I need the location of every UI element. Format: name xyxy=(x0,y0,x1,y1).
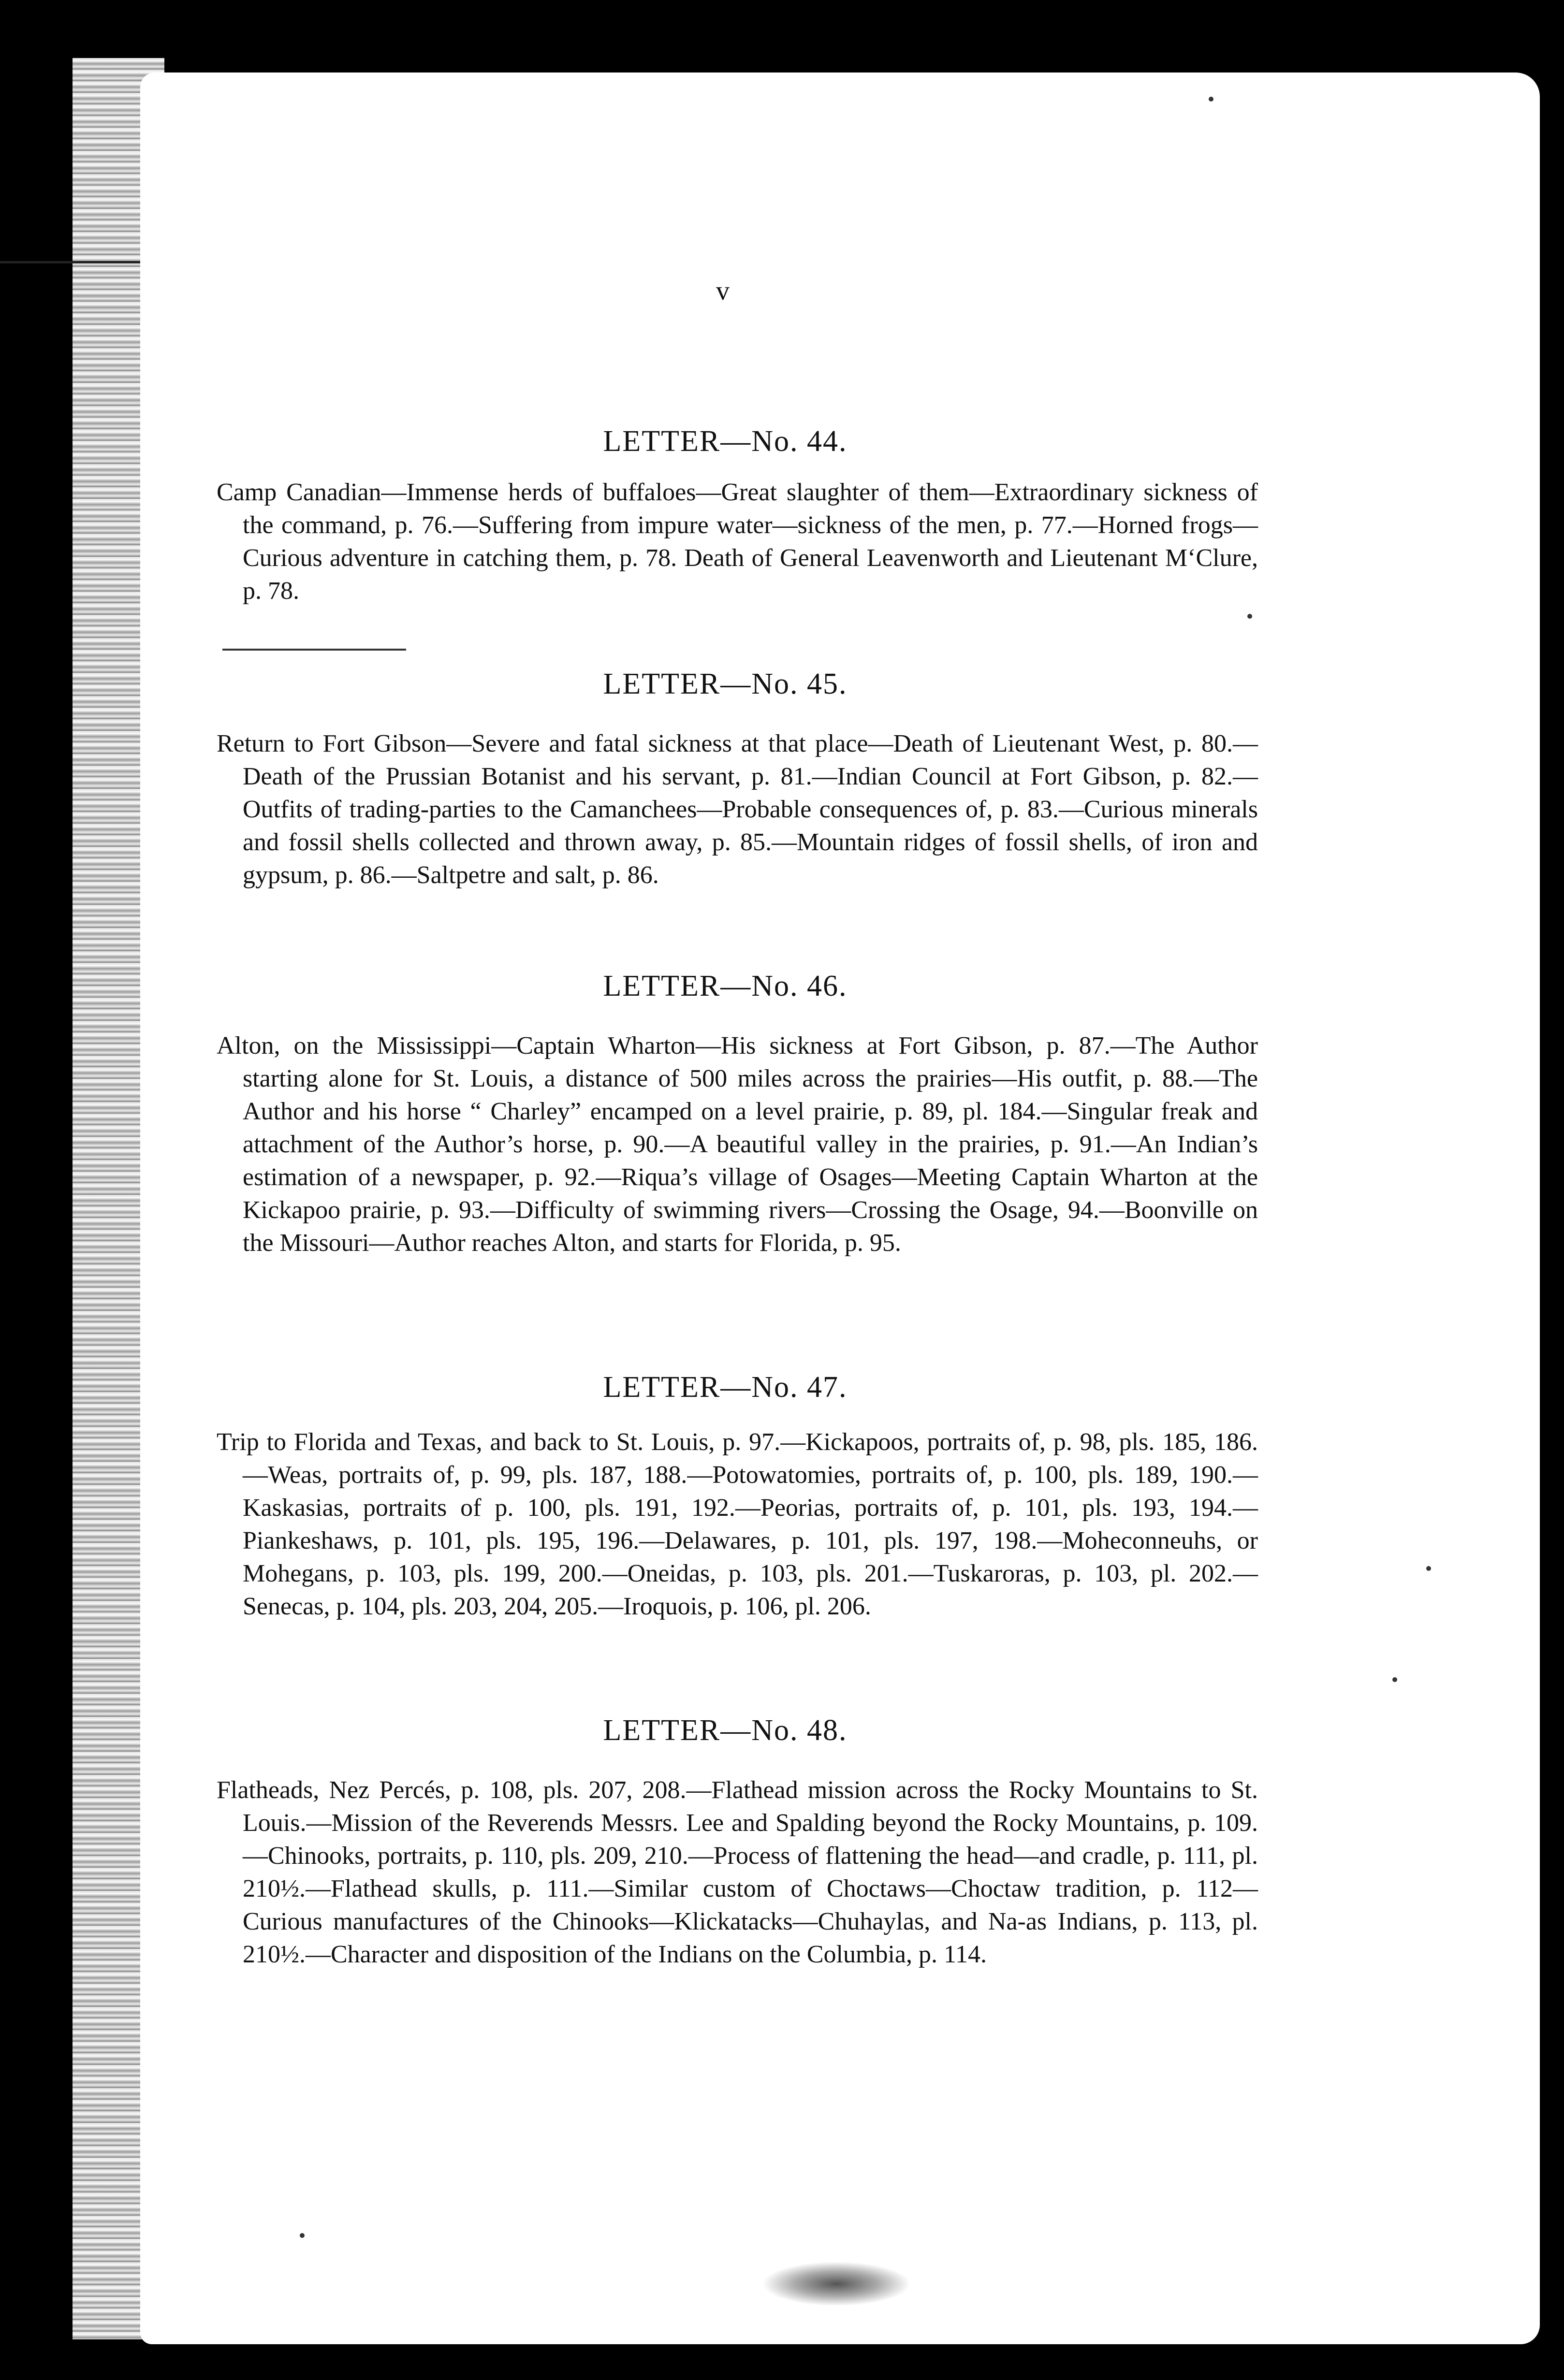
letter-45-heading: LETTER—No. 45. xyxy=(603,668,848,700)
letter-46-heading: LETTER—No. 46. xyxy=(603,970,848,1002)
scan-speck xyxy=(1426,1566,1431,1571)
letter-48-heading: LETTER—No. 48. xyxy=(603,1714,848,1747)
letter-44-heading: LETTER—No. 44. xyxy=(603,425,848,458)
letter-44-summary: Camp Canadian—Immense herds of buffaloes—Great slaughter of them—Extraordinary sickness of the command, p. 76.—Suffering from impure water—sickness of the men, p. 77.—Horned frogs—Curious adventure in catching them, p. 78. Death of General Leavenworth and Lieutenant M‘Clure, p. 78. xyxy=(217,479,1258,605)
page-number: v xyxy=(716,276,730,306)
letter-47-heading: LETTER—No. 47. xyxy=(603,1371,848,1404)
scan-smudge xyxy=(764,2262,909,2306)
scan-speck xyxy=(1209,97,1213,102)
letter-45-summary: Return to Fort Gibson—Severe and fatal sickness at that place—Death of Lieutenant West, p. 80.—Death of the Prussian Botanist and his servant, p. 81.—Indian Council at Fort Gibson, p. 82.—Outfits of trading-parties to the Camanchees—Probable consequences of, p. 83.—Curious minerals and fossil shells collected and thrown away, p. 85.—Mountain ridges of fossil shells, of iron and gypsum, p. 86.—Saltpetre and salt, p. 86. xyxy=(217,730,1258,889)
letter-46-summary: Alton, on the Mississippi—Captain Wharton—His sickness at Fort Gibson, p. 87.—The Author starting alone for St. Louis, a distance of 500 miles across the prairies—His outfit, p. 88.—The Author and his horse “ Charley” encamped on a level prairie, p. 89, pl. 184.—Singular freak and attachment of the Author’s horse, p. 90.—A beautiful valley in the prairies, p. 91.—An Indian’s estimation of a newspaper, p. 92.—Riqua’s village of Osages—Meeting Captain Wharton at the Kickapoo prairie, p. 93.—Difficulty of swimming rivers—Crossing the Osage, 94.—Boonville on the Missouri—Author reaches Alton, and starts for Florida, p. 95. xyxy=(217,1032,1258,1257)
scan-speck xyxy=(1392,1677,1397,1682)
section-divider xyxy=(222,649,406,651)
letter-47-summary: Trip to Florida and Texas, and back to St. Louis, p. 97.—Kickapoos, portraits of, p. 98, pls. 185, 186.—Weas, portraits of, p. 99, pls. 187, 188.—Potowatomies, portraits of, p. 100, pls. 189, 190.—Kaskasias, portraits of p. 100, pls. 191, 192.—Peorias, portraits of, p. 101, pls. 193, 194.—Piankeshaws, p. 101, pls. 195, 196.—Delawares, p. 101, pls. 197, 198.—Moheconneuhs, or Mohegans, p. 103, pls. 199, 200.—Oneidas, p. 103, pls. 201.—Tuskaroras, p. 103, pl. 202.—Senecas, p. 104, pls. 203, 204, 205.—Iroquois, p. 106, pl. 206. xyxy=(217,1428,1258,1620)
letter-48-summary: Flatheads, Nez Percés, p. 108, pls. 207, 208.—Flathead mission across the Rocky Mountains to St. Louis.—Mission of the Reverends Messrs. Lee and Spalding beyond the Rocky Mountains, p. 109.—Chinooks, portraits, p. 110, pls. 209, 210.—Process of flattening the head—and cradle, p. 111, pl. 210½.—Flathead skulls, p. 111.—Similar custom of Choctaws—Choctaw tradition, p. 112—Curious manufactures of the Chinooks—Klickatacks—Chuhaylas, and Na-as Indians, p. 113, pl. 210½.—Character and disposition of the Indians on the Columbia, p. 114. xyxy=(217,1776,1258,1968)
scan-speck xyxy=(1247,614,1252,619)
scan-speck xyxy=(300,2233,305,2238)
